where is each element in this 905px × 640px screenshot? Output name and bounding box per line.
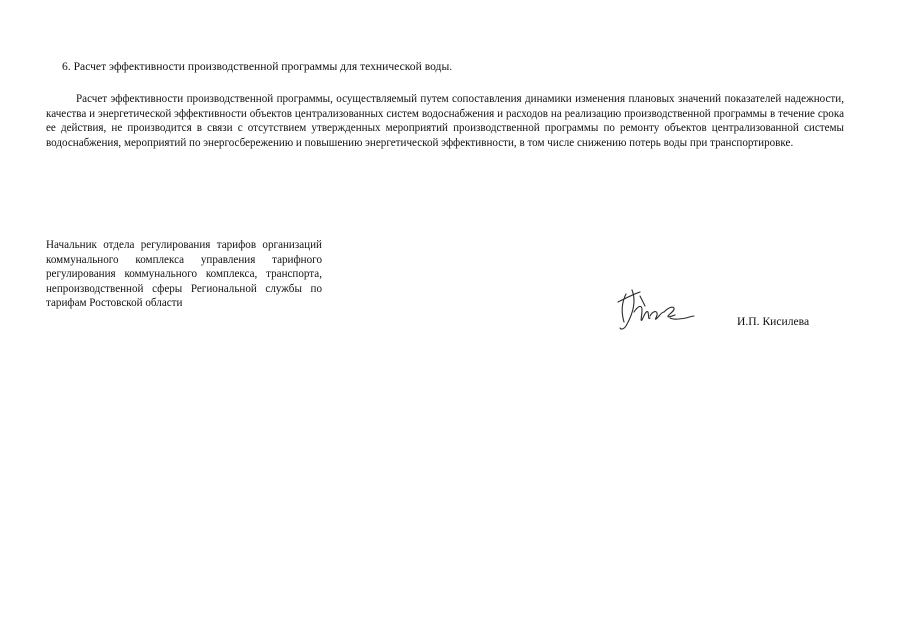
signatory-position: Начальник отдела регулирования тарифов организаций коммунального комплекса управления тарифного регулирования коммунального комплекса, транспорта, непроизводственной сферы Региональной службы по тарифам Ростовской области (46, 239, 322, 310)
signatory-name: И.П. Кисилева (737, 315, 810, 328)
handwritten-signature (612, 282, 698, 334)
section-paragraph: Расчет эффективности производственной программы, осуществляемый путем сопоставления динамики изменения плановых значений показателей надежности, качества и энергетической эффективности объектов централизованных систем водоснабжения и расходов на реализацию производственной программы в течение срока ее действия, не производится в связи с отсутствием утвержденных мероприятий производственной программы по ремонту объектов централизованной системы водоснабжения, мероприятий по энергосбережению и повышению энергетической эффективности, в том числе снижению потерь воды при транспортировке. (46, 93, 844, 149)
section-heading: 6. Расчет эффективности производственной программы для технической воды. (62, 60, 453, 73)
